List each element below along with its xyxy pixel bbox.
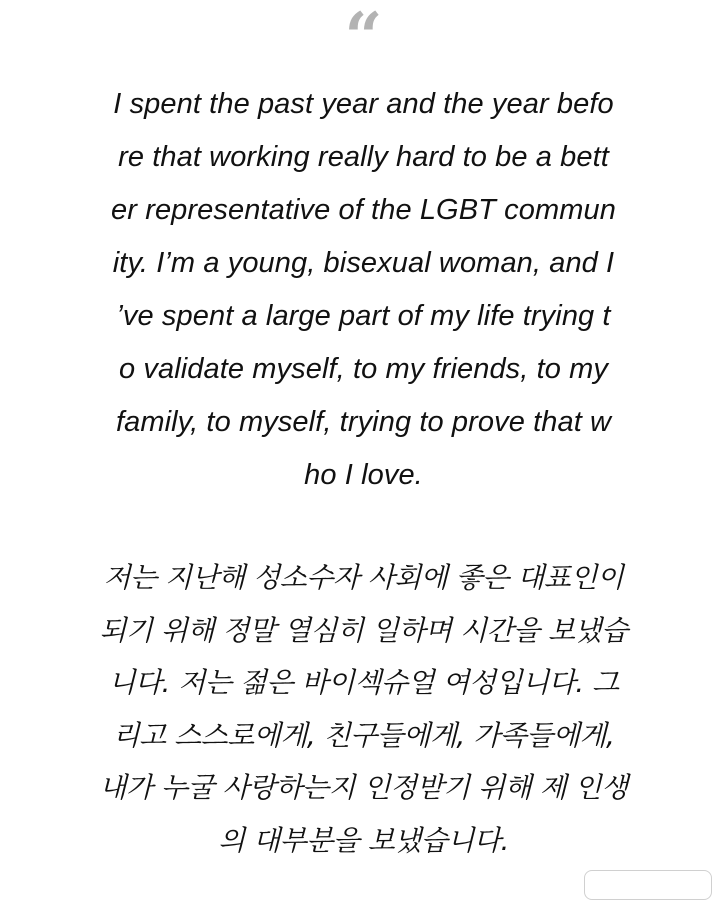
korean-translation-line: 내가 누굴 사랑하는지 인정받기 위해 제 인생	[99, 771, 628, 804]
english-quote-line: ho I love.	[304, 459, 423, 491]
english-quote	[60, 78, 667, 502]
korean-translation-line: 저는 지난해 성소수자 사회에 좋은 대표인이	[103, 561, 624, 594]
korean-translation-line: 되기 위해 정말 열심히 일하며 시간을 보냈습	[99, 613, 628, 647]
english-quote-line: re that working really hard to be a bett	[118, 141, 609, 173]
korean-translation-line: 의 대부분을 보냈습니다.	[218, 823, 509, 857]
korean-translation-line: 니다. 저는 젊은 바이섹슈얼 여성입니다. 그	[108, 666, 619, 699]
corner-button[interactable]	[584, 870, 712, 900]
korean-translation-line: 리고 스스로에게, 친구들에게, 가족들에게,	[112, 718, 615, 752]
english-quote-line: family, to myself, trying to prove that w	[115, 406, 612, 438]
english-quote-line: ity. I’m a young, bisexual woman, and I	[112, 247, 615, 279]
english-quote-line: ’ve spent a large part of my life trying t	[116, 300, 611, 332]
korean-translation	[60, 552, 667, 867]
english-quote-line: o validate myself, to my friends, to my	[118, 353, 608, 385]
english-quote-line: I spent the past year and the year befo	[113, 88, 614, 120]
english-quote-line: er representative of the LGBT commun	[111, 194, 616, 226]
quote-mark-icon: “	[344, 0, 383, 76]
